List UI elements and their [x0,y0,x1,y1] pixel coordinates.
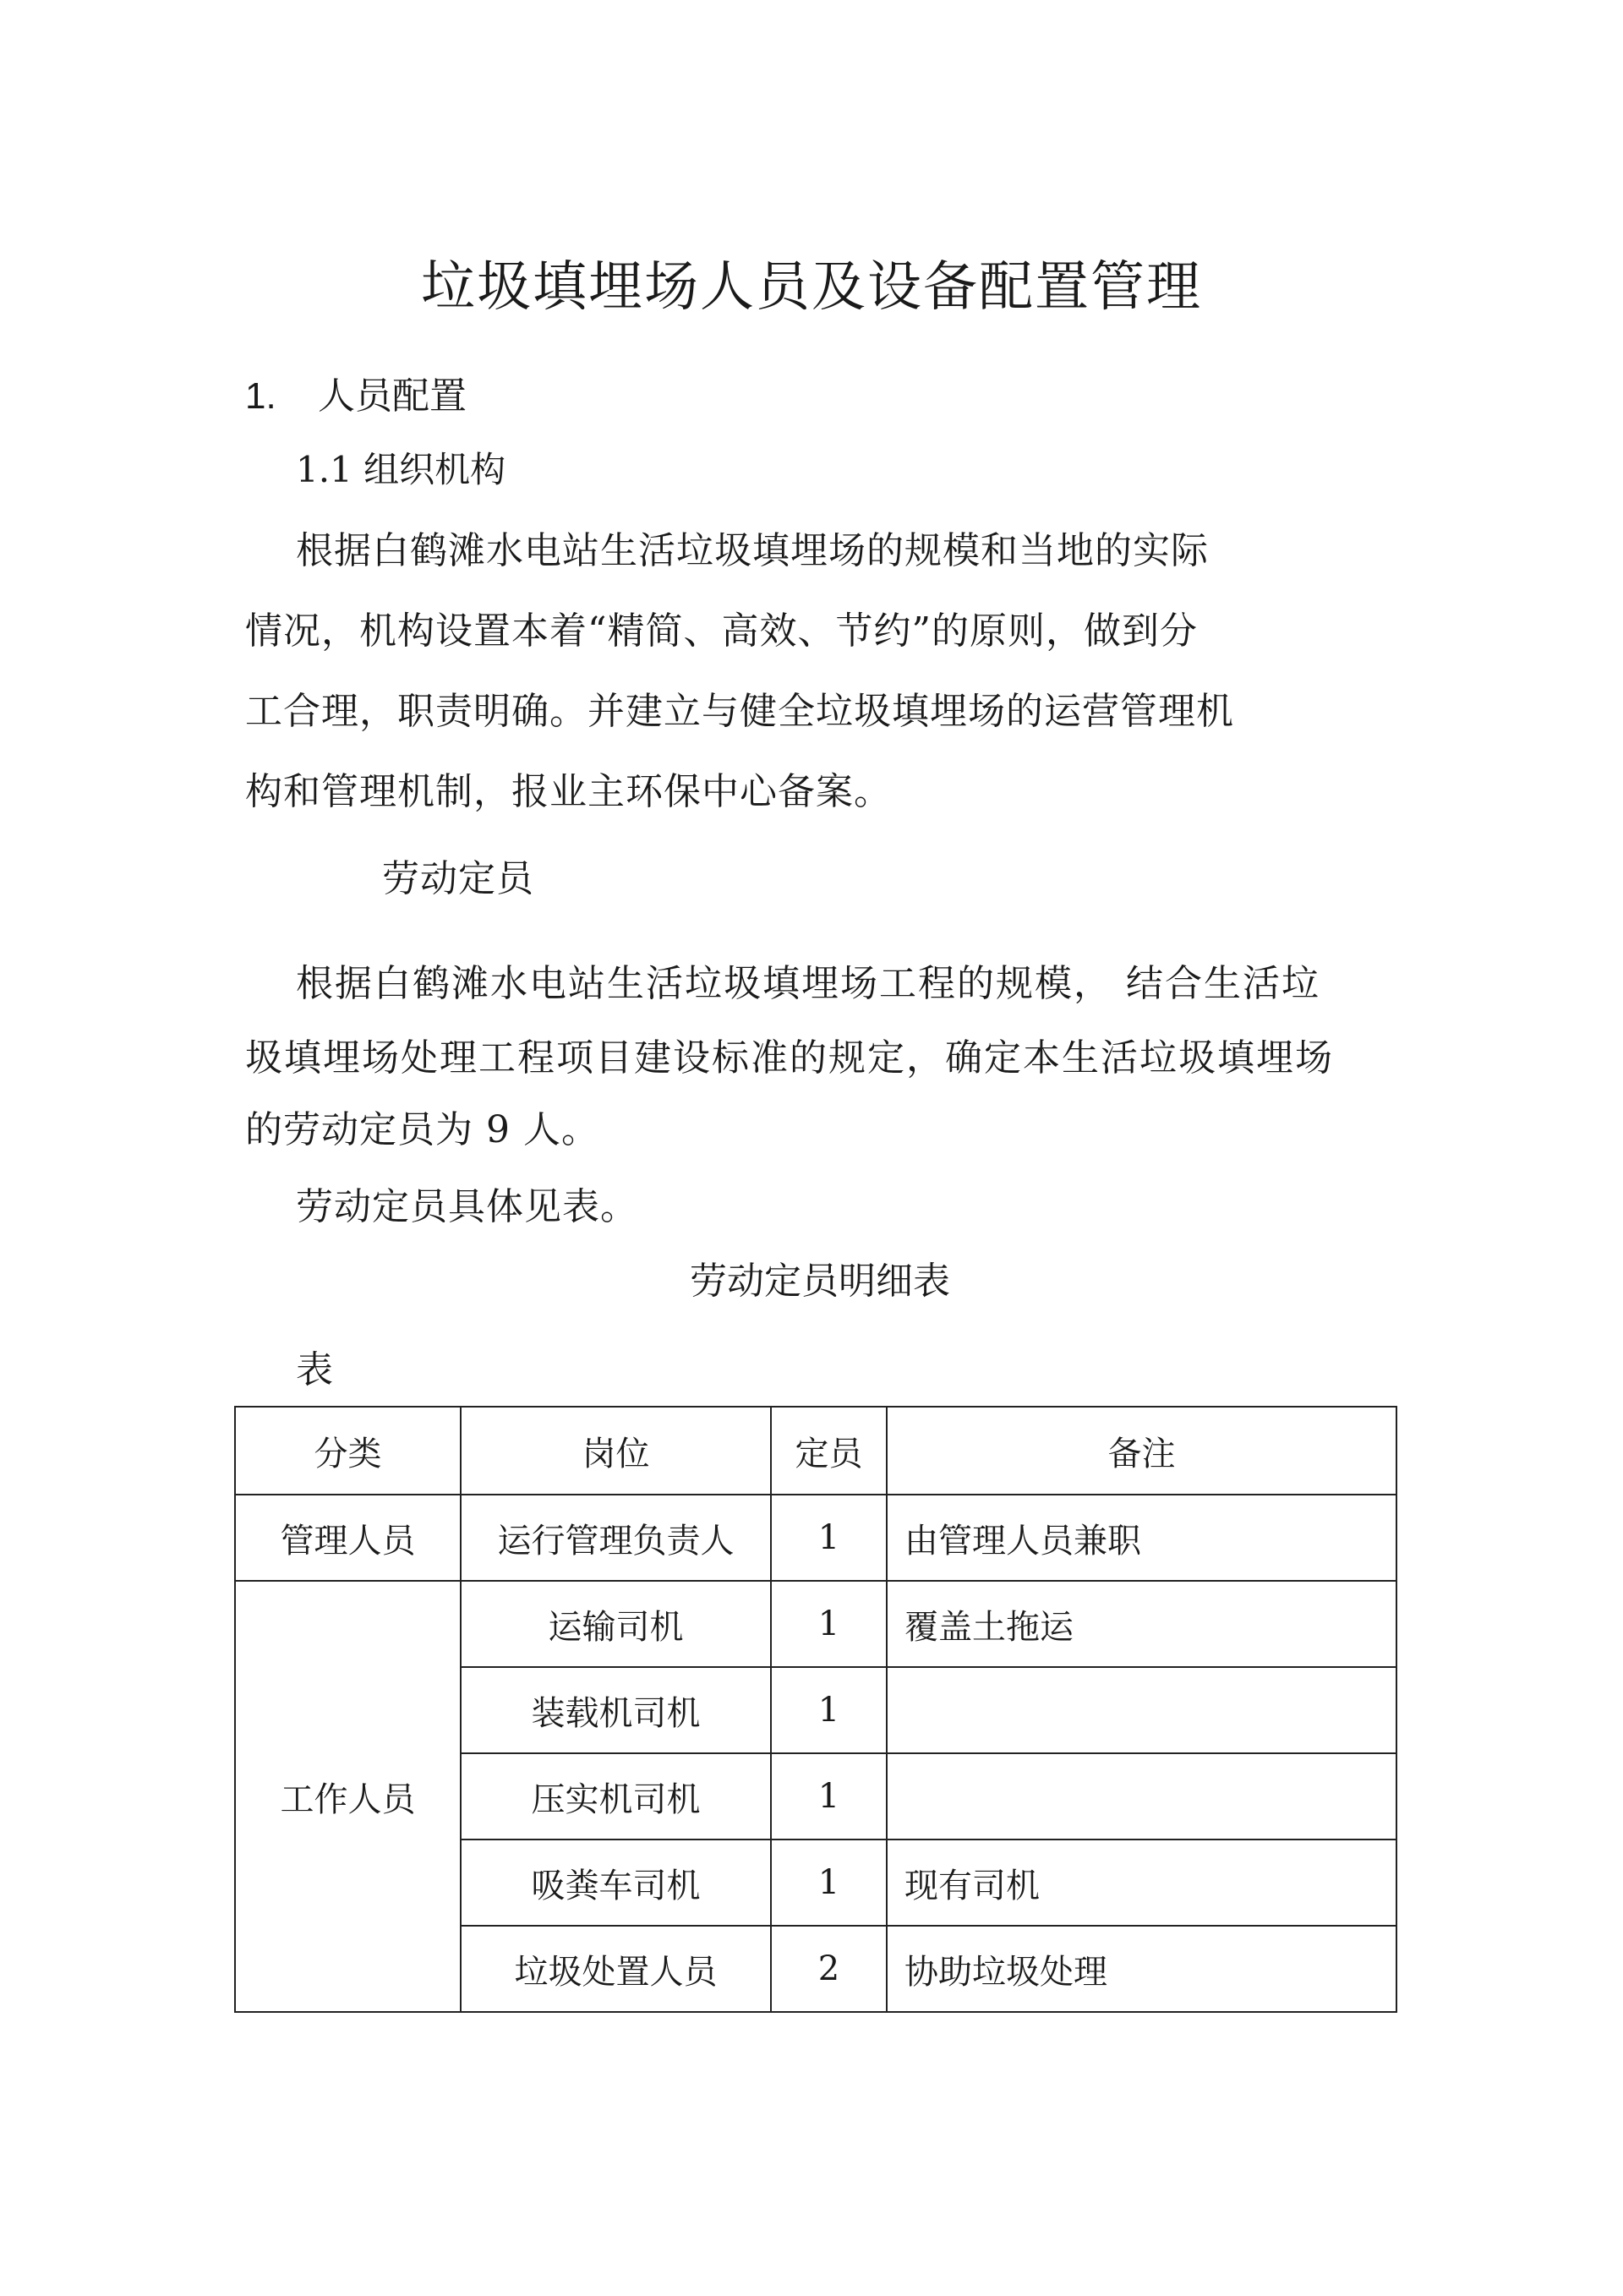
note-cell: 由管理人员兼职 [887,1495,1396,1581]
note-cell: 现有司机 [887,1840,1396,1926]
note-cell [887,1753,1396,1840]
count-cell: 1 [771,1495,887,1581]
table-row [235,1581,1396,1667]
post-cell: 压实机司机 [461,1753,771,1840]
count-cell: 1 [771,1581,887,1667]
paragraph-line: 劳动定员具体见表。 [296,1185,638,1228]
subsection-heading-1-1: 1.1 组织机构 [296,449,506,490]
count-cell: 1 [771,1840,887,1926]
paragraph-line: 情况，机构设置本着“精简、高效、节约”的原则，做到分 [245,610,1198,653]
subheading-labor-quota: 劳动定员 [382,857,534,900]
paragraph-line: 根据白鹤滩水电站生活垃圾填埋场工程的规模， 结合生活垃 [296,962,1320,1005]
header-note: 备注 [887,1407,1396,1495]
table-header-row [235,1407,1396,1495]
section-heading-1 [245,365,467,419]
note-cell: 覆盖土拖运 [887,1581,1396,1667]
paragraph-line: 构和管理机制，报业主环保中心备案。 [245,770,892,813]
category-cell: 管理人员 [235,1495,461,1581]
table-row [235,1495,1396,1581]
paragraph-line: 圾填埋场处理工程项目建设标准的规定，确定本生活垃圾填埋场 [245,1036,1334,1080]
count-cell: 1 [771,1667,887,1753]
table-label: 表 [296,1348,333,1391]
count-cell: 1 [771,1753,887,1840]
post-cell: 垃圾处置人员 [461,1926,771,2012]
post-cell: 吸粪车司机 [461,1840,771,1926]
note-cell: 协助垃圾处理 [887,1926,1396,2012]
table-caption: 劳动定员明细表 [690,1260,950,1303]
post-cell: 运行管理负责人 [461,1495,771,1581]
post-cell: 装载机司机 [461,1667,771,1753]
header-count: 定员 [771,1407,887,1495]
paragraph-line: 工合理，职责明确。并建立与健全垃圾填埋场的运营管理机 [245,690,1234,733]
post-cell: 运输司机 [461,1581,771,1667]
paragraph-line: 根据白鹤滩水电站生活垃圾填埋场的规模和当地的实际 [296,529,1209,572]
header-category: 分类 [235,1407,461,1495]
note-cell [887,1667,1396,1753]
page-title: 垃圾填埋场人员及设备配置管理 [421,256,1202,319]
header-post: 岗位 [461,1407,771,1495]
category-cell: 工作人员 [235,1581,461,2012]
section-title: 人员配置 [318,374,467,418]
section-number: 1. [245,375,276,417]
staff-table [234,1406,1397,2013]
count-cell: 2 [771,1926,887,2012]
paragraph-line: 的劳动定员为 9 人。 [245,1108,599,1151]
